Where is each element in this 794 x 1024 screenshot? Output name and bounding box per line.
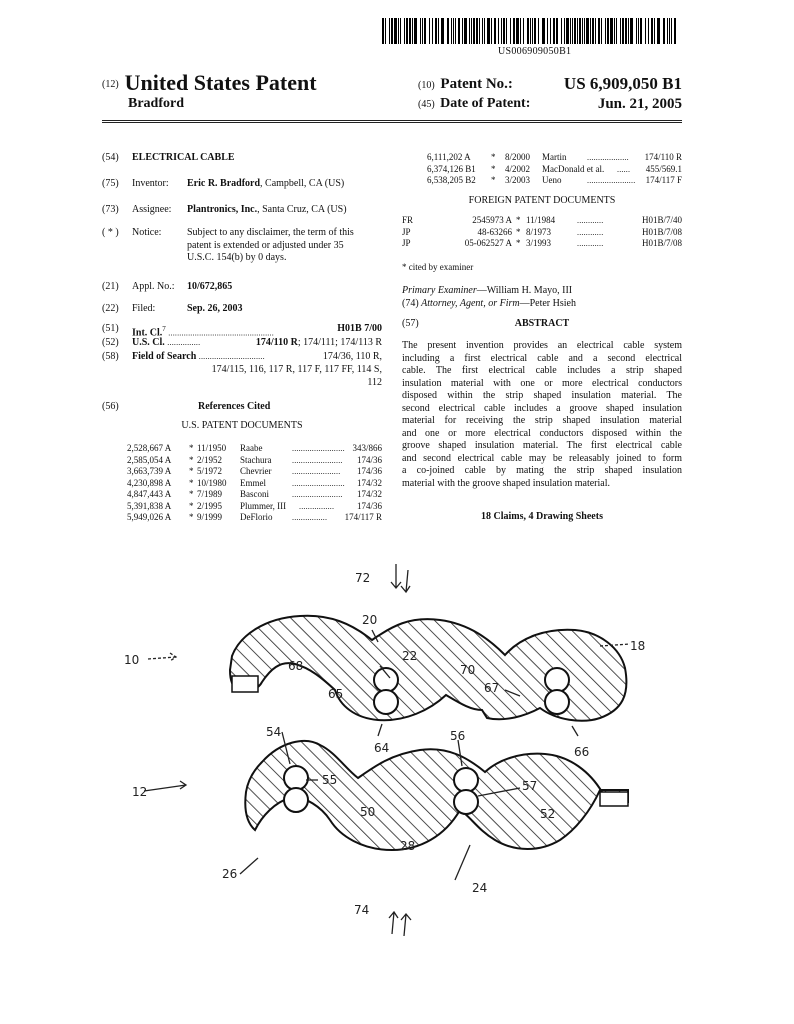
field-58-line3: 112	[367, 377, 382, 388]
leader-dots: ................................................	[168, 328, 274, 338]
examiner-label: Primary Examiner	[402, 285, 477, 296]
leader-dots: ............	[577, 239, 604, 248]
notice-code: ( * )	[102, 227, 119, 238]
conductor-circle	[545, 668, 569, 692]
conductor-circle	[374, 690, 398, 714]
leader-dots: ......	[617, 164, 631, 174]
filed-label: Filed:	[132, 303, 156, 314]
abstract-line: and second electrical cable may be releasably joined to form	[402, 452, 682, 464]
conductor-circle	[454, 768, 478, 792]
filed-value: Sep. 26, 2003	[187, 303, 243, 314]
ref-inventor: Stachura	[240, 454, 272, 465]
notice-label: Notice:	[132, 227, 162, 238]
ref-date: 10/1980	[197, 477, 227, 488]
label-24: 24	[472, 881, 488, 895]
ref-patent-number: 3,663,739 A	[127, 466, 172, 476]
us-reference-row	[127, 512, 382, 524]
ref-date: 11/1950	[197, 443, 227, 453]
leader-dots: ......................	[587, 176, 636, 185]
ref-patent-number: 5,949,026 A	[127, 512, 172, 522]
abstract-line: and one or more electrical conductors disposed within the	[402, 427, 682, 439]
ref-class: 174/117 F	[645, 175, 682, 185]
us-reference-row	[127, 501, 382, 513]
label-72: 72	[355, 571, 371, 585]
label-54: 54	[266, 725, 282, 739]
notice-line: patent is extended or adjusted under 35	[187, 239, 344, 251]
ref-date: 11/1984	[526, 215, 556, 225]
ref-cited-marker: *	[491, 175, 496, 185]
label-66: 66	[574, 745, 590, 759]
ref-class: 174/32	[356, 477, 382, 488]
abstract-body	[402, 340, 682, 490]
ref-inventor: Chevrier	[240, 466, 272, 476]
us-cl-rest: ; 174/111; 174/113 R	[297, 337, 382, 348]
lower-cable-end-tab	[600, 792, 628, 806]
document-title: United States Patent	[124, 70, 317, 95]
leader-dots: .......................	[292, 490, 343, 499]
assignee-label: Assignee:	[132, 204, 172, 215]
us-reference-row	[427, 175, 682, 187]
abstract-line: material with the groove shaped insulation material.	[402, 477, 610, 489]
patent-number: US 6,909,050 B1	[563, 74, 682, 93]
field-21-code: (21)	[102, 281, 119, 292]
abstract-title: ABSTRACT	[514, 318, 570, 329]
abstract-line: The present invention provides an electrical cable system	[402, 340, 682, 351]
ref-cited-marker: *	[516, 238, 521, 248]
us-reference-row	[127, 478, 382, 490]
leader-dots: ...............	[167, 338, 201, 347]
label-70: 70	[460, 663, 476, 677]
code-45: (45)	[418, 99, 435, 110]
ref-inventor: MacDonald et al.	[542, 163, 605, 174]
attorney-label: Attorney, Agent, or Firm	[421, 298, 520, 309]
ref-inventor: Martin	[542, 152, 567, 162]
date-label: Date of Patent:	[440, 96, 531, 111]
ref-inventor: Ueno	[542, 175, 562, 185]
ref-inventor: Raabe	[240, 443, 263, 453]
inventor-name: Eric R. Bradford	[187, 178, 261, 189]
us-references-list-continued	[427, 152, 682, 187]
lower-cable	[245, 741, 628, 850]
code-12: (12)	[102, 79, 119, 90]
inventor-location: , Campbell, CA (US)	[260, 178, 345, 189]
label-28: 28	[400, 839, 416, 853]
label-18: 18	[630, 639, 646, 653]
abstract-line: cable. The first electrical cable includes a strip shaped	[402, 365, 682, 376]
barcode-number: US006909050B1	[498, 46, 572, 57]
field-58-line2: 174/115, 116, 117 R, 117 F, 117 FF, 114 S,	[211, 364, 382, 375]
label-22: 22	[402, 649, 418, 663]
foreign-reference-row	[402, 238, 682, 250]
ref-date: 5/1972	[197, 466, 223, 476]
patent-no-label: Patent No.:	[440, 76, 513, 92]
field-notice	[102, 227, 354, 263]
us-docs-title: U.S. PATENT DOCUMENTS	[181, 420, 303, 431]
us-reference-row	[127, 455, 382, 467]
conductor-circle	[545, 690, 569, 714]
ref-patent-number: 4,230,898 A	[127, 477, 172, 488]
field-75	[102, 178, 345, 191]
ref-class: 174/36	[356, 466, 382, 476]
ref-cited-marker: *	[189, 489, 194, 499]
label-55: 55	[322, 773, 338, 787]
ref-cited-marker: *	[189, 466, 194, 476]
abstract-heading	[402, 318, 682, 331]
abstract-line: disposed within the strip shaped insulation material. The	[402, 390, 682, 401]
abstract-line: including a first electrical cable and a second electrical	[402, 352, 682, 364]
header-rule-top	[102, 120, 682, 121]
ref-inventor: Plummer, III	[240, 500, 287, 511]
ref-cited-marker: *	[491, 163, 496, 174]
appl-no-value: 10/672,865	[187, 281, 233, 292]
attorney-line	[402, 298, 576, 311]
examiner-name: —William H. Mayo, III	[476, 285, 573, 296]
leader-dots: .......................	[292, 455, 343, 465]
foreign-references-list	[402, 215, 682, 250]
leader-dots: ...................	[587, 153, 629, 162]
us-cl-primary: 174/110 R	[255, 337, 298, 348]
leader-dots: ................	[292, 513, 328, 522]
upper-cable-end-tab	[232, 676, 258, 692]
us-reference-row	[127, 466, 382, 478]
ref-cited-marker: *	[491, 152, 496, 162]
ref-date: 8/1973	[526, 226, 552, 237]
label-67: 67	[484, 681, 500, 695]
ref-class: H01B/7/40	[641, 215, 682, 225]
label-57: 57	[522, 779, 538, 793]
ref-date: 9/1999	[197, 512, 223, 522]
conductor-circle	[284, 766, 308, 790]
int-cl-sup: 7	[162, 325, 166, 333]
foreign-docs-title: FOREIGN PATENT DOCUMENTS	[468, 195, 616, 206]
ref-cited-marker: *	[189, 500, 194, 511]
field-52	[102, 337, 382, 350]
label-52: 52	[540, 807, 556, 821]
patent-number-line	[418, 76, 682, 93]
ref-date: 8/2000	[505, 152, 531, 162]
ref-cited-marker: *	[516, 215, 521, 225]
leader-dots: ........................	[292, 478, 345, 488]
inventor-label: Inventor:	[132, 178, 169, 189]
int-cl-value: H01B 7/00	[337, 323, 382, 334]
leader-dots: ................	[299, 501, 335, 511]
field-54-code: (54)	[102, 152, 119, 163]
assignee-name: Plantronics, Inc.	[187, 204, 258, 215]
ref-patent-number: 6,111,202 A	[427, 152, 471, 162]
ref-date: 7/1989	[197, 489, 223, 499]
int-cl-label: Int. Cl.	[132, 327, 163, 339]
attorney-name: —Peter Hsieh	[519, 298, 576, 309]
us-reference-row	[127, 443, 382, 455]
notice-line: U.S.C. 154(b) by 0 days.	[187, 252, 287, 263]
ref-class: H01B/7/08	[641, 226, 682, 237]
patent-barcode	[382, 18, 682, 44]
field-of-search-label: Field of Search	[132, 351, 197, 362]
abstract-line: second electrical cable includes a groove shaped insulation	[402, 402, 682, 414]
field-22	[102, 303, 243, 316]
ref-patent-number: 2545973 A	[472, 215, 512, 225]
us-reference-row	[427, 164, 682, 176]
label-65: 65	[328, 687, 344, 701]
ref-date: 4/2002	[505, 163, 531, 174]
ref-cited-marker: *	[189, 443, 194, 453]
field-75-code: (75)	[102, 178, 119, 189]
leader-dots: ............	[577, 216, 604, 225]
ref-inventor: Basconi	[240, 489, 269, 499]
label-20: 20	[362, 613, 378, 627]
field-21	[102, 281, 233, 294]
field-of-search-line: 174/36, 110 R,	[322, 351, 382, 362]
label-74: 74	[354, 903, 370, 917]
ref-class: 174/36	[356, 454, 382, 465]
label-68: 68	[288, 659, 304, 673]
label-56: 56	[450, 729, 466, 743]
claims-summary: 18 Claims, 4 Drawing Sheets	[481, 511, 603, 522]
invention-title: ELECTRICAL CABLE	[132, 152, 235, 163]
us-reference-row	[127, 489, 382, 501]
field-73-code: (73)	[102, 204, 119, 215]
ref-patent-number: 05-062527 A	[464, 238, 512, 248]
ref-date: 3/2003	[505, 175, 531, 185]
field-22-code: (22)	[102, 303, 119, 314]
label-10: 10	[124, 653, 140, 667]
abstract-line: a co-joined cable by mating the strip shaped insulation	[402, 465, 682, 476]
ref-cited-marker: *	[516, 226, 521, 237]
cited-note: * cited by examiner	[402, 262, 474, 272]
ref-country: FR	[402, 215, 414, 225]
appl-no-label: Appl. No.:	[132, 281, 175, 292]
patent-date-line	[418, 96, 682, 112]
ref-country: JP	[402, 238, 411, 248]
code-10: (10)	[418, 80, 435, 91]
ref-cited-marker: *	[189, 512, 194, 522]
patent-date: Jun. 21, 2005	[597, 96, 682, 112]
leader-dots: ..............................	[198, 352, 265, 361]
inventor-short: Bradford	[128, 96, 184, 111]
ref-class: 174/117 R	[344, 512, 382, 522]
field-51	[102, 323, 382, 339]
field-51-code: (51)	[102, 323, 119, 334]
label-26: 26	[222, 867, 238, 881]
field-54	[102, 152, 235, 165]
us-cl-label: U.S. Cl.	[132, 337, 165, 348]
ref-patent-number: 5,391,838 A	[127, 500, 172, 511]
field-52-code: (52)	[102, 337, 119, 348]
field-56	[102, 401, 382, 414]
label-50: 50	[360, 805, 376, 819]
header-rule-bottom	[102, 122, 682, 123]
conductor-circle	[284, 788, 308, 812]
label-12: 12	[132, 785, 148, 799]
leader-dots: ............	[577, 227, 604, 237]
ref-class: 174/110 R	[644, 152, 682, 162]
abstract-line: groove shaped insulation material. The first electrical cable	[402, 440, 682, 451]
ref-date: 2/1995	[197, 500, 223, 511]
conductor-circle	[374, 668, 398, 692]
ref-patent-number: 4,847,443 A	[127, 489, 172, 499]
attorney-code: (74)	[402, 298, 419, 309]
us-reference-row	[427, 152, 682, 164]
ref-cited-marker: *	[189, 454, 194, 465]
abstract-line: material for receiving the strip shaped insulation material	[402, 415, 682, 426]
abstract-line: insulation material with one or more electrical conductors	[402, 377, 682, 389]
header-left	[102, 70, 317, 96]
ref-cited-marker: *	[189, 477, 194, 488]
examiner-line	[402, 285, 572, 298]
ref-patent-number: 6,374,126 B1	[427, 163, 476, 174]
ref-class: H01B/7/08	[641, 238, 682, 248]
label-64: 64	[374, 741, 390, 755]
assignee-location: , Santa Cruz, CA (US)	[257, 204, 347, 215]
field-58-code: (58)	[102, 351, 119, 362]
cable-cross-section-drawing	[0, 540, 794, 1024]
leader-dots: ......................	[292, 467, 341, 476]
field-56-code: (56)	[102, 401, 119, 412]
ref-date: 2/1952	[197, 454, 223, 465]
ref-inventor: DeFlorio	[240, 512, 273, 522]
notice-line: Subject to any disclaimer, the term of this	[187, 227, 354, 238]
us-references-list	[127, 443, 382, 524]
ref-class: 343/866	[352, 443, 382, 453]
foreign-reference-row	[402, 215, 682, 227]
ref-country: JP	[402, 226, 411, 237]
field-58	[102, 351, 382, 364]
ref-class: 174/36	[356, 500, 382, 511]
references-title: References Cited	[198, 401, 271, 412]
conductor-circle	[454, 790, 478, 814]
ref-patent-number: 2,528,667 A	[127, 443, 172, 453]
figure-labels	[124, 571, 645, 917]
ref-patent-number: 6,538,205 B2	[427, 175, 476, 185]
foreign-reference-row	[402, 227, 682, 239]
leader-dots: ........................	[292, 444, 345, 453]
ref-class: 174/32	[356, 489, 382, 499]
ref-inventor: Emmel	[240, 477, 266, 488]
ref-date: 3/1993	[526, 238, 552, 248]
ref-patent-number: 48-63266	[477, 226, 512, 237]
ref-patent-number: 2,585,054 A	[127, 454, 172, 465]
field-73	[102, 204, 347, 217]
abstract-code: (57)	[402, 318, 419, 329]
ref-class: 455/569.1	[645, 163, 682, 174]
